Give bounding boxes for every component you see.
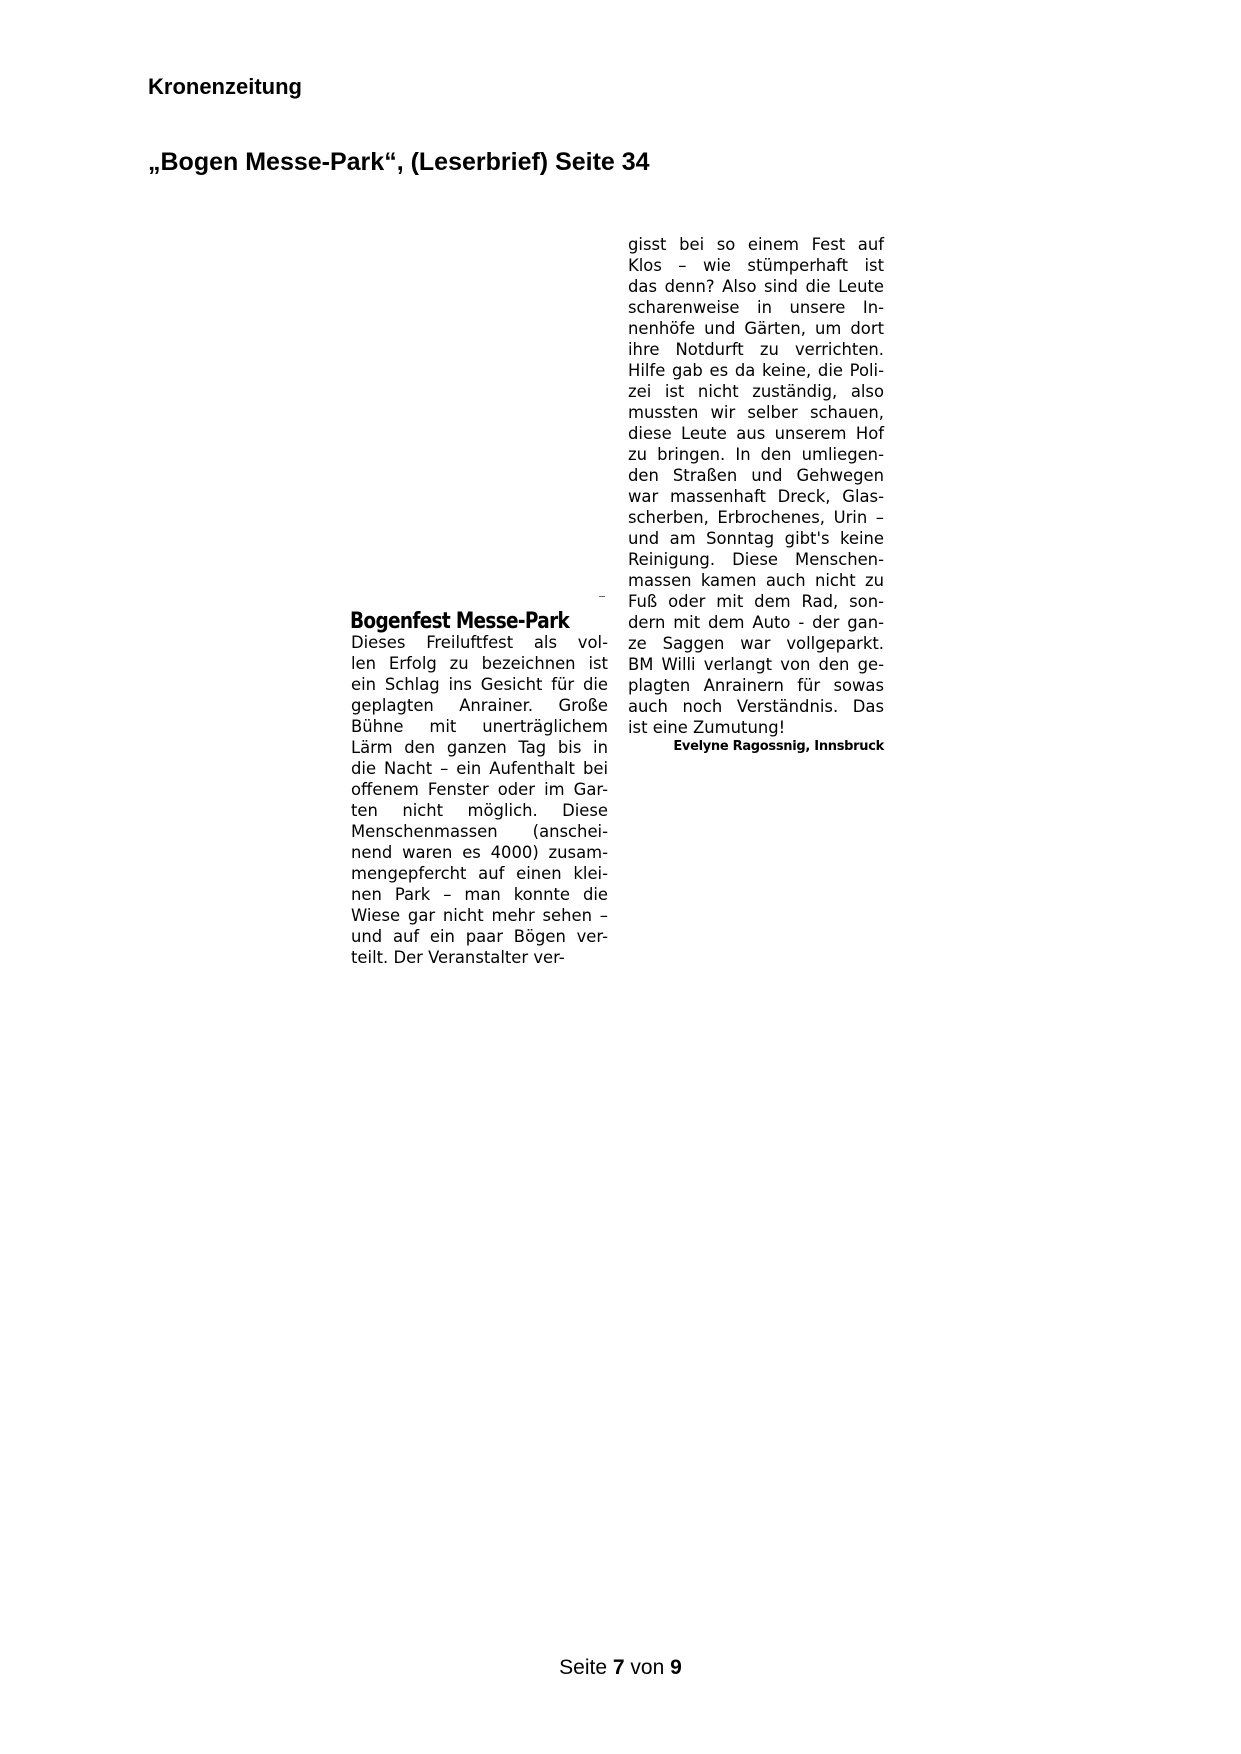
article-line: Lärm den ganzen Tag bis in bbox=[351, 738, 608, 757]
article-line: Wiese gar nicht mehr sehen – bbox=[351, 906, 608, 925]
article-line: BM Willi verlangt von den ge- bbox=[628, 655, 884, 674]
footer-current-page: 7 bbox=[612, 1656, 625, 1679]
article-line: zu bringen. In den umliegen- bbox=[628, 445, 884, 464]
article-line: ist eine Zumutung! bbox=[628, 718, 786, 737]
article-line: ein Schlag ins Gesicht für die bbox=[351, 675, 608, 694]
article-line: diese Leute aus unserem Hof bbox=[628, 424, 884, 443]
article-line: ze Saggen war vollgeparkt. bbox=[628, 634, 884, 653]
article-line: plagten Anrainern für sowas bbox=[628, 676, 884, 695]
article-line: Klos – wie stümperhaft ist bbox=[628, 256, 884, 275]
article-line: und am Sonntag gibt's keine bbox=[628, 529, 884, 548]
article-line: mengepfercht auf einen klei- bbox=[351, 864, 608, 883]
article-line: nenhöfe und Gärten, um dort bbox=[628, 319, 884, 338]
article-line: das denn? Also sind die Leute bbox=[628, 277, 884, 296]
page-footer bbox=[0, 1656, 1241, 1680]
article-line: den Straßen und Gehwegen bbox=[628, 466, 884, 485]
article-line: auch noch Verständnis. Das bbox=[628, 697, 884, 716]
article-headline: Bogenfest Messe-Park bbox=[350, 609, 570, 634]
source-label: Kronenzeitung bbox=[148, 74, 302, 99]
article-line: offenem Fenster oder im Gar- bbox=[351, 780, 608, 799]
document-title: „Bogen Messe-Park“, (Leserbrief) Seite 34 bbox=[148, 148, 650, 176]
footer-prefix: Seite bbox=[559, 1656, 608, 1679]
article-line: geplagten Anrainer. Große bbox=[351, 696, 608, 715]
article-line: gisst bei so einem Fest auf bbox=[628, 235, 884, 254]
article-line: ten nicht möglich. Diese bbox=[351, 801, 608, 820]
article-line: teilt. Der Veranstalter ver- bbox=[351, 948, 565, 967]
article-line: dern mit dem Auto - der gan- bbox=[628, 613, 884, 632]
article-line: zei ist nicht zuständig, also bbox=[628, 382, 884, 401]
article-line: Fuß oder mit dem Rad, son- bbox=[628, 592, 884, 611]
article-line: Reinigung. Diese Menschen- bbox=[628, 550, 884, 569]
article-line: len Erfolg zu bezeichnen ist bbox=[351, 654, 608, 673]
article-line: nen Park – man konnte die bbox=[351, 885, 608, 904]
article-line: Dieses Freiluftfest als vol- bbox=[351, 633, 608, 652]
article-line: scherben, Erbrochenes, Urin – bbox=[628, 508, 884, 527]
article-line: Hilfe gab es da keine, die Poli- bbox=[628, 361, 884, 380]
footer-separator: von bbox=[630, 1656, 665, 1679]
article-line: die Nacht – ein Aufenthalt bei bbox=[351, 759, 608, 778]
article-line: und auf ein paar Bögen ver- bbox=[351, 927, 608, 946]
article-line: Menschenmassen (anschei- bbox=[351, 822, 608, 841]
article-line: massen kamen auch nicht zu bbox=[628, 571, 884, 590]
article-line: war massenhaft Dreck, Glas- bbox=[628, 487, 884, 506]
article-line: scharenweise in unsere In- bbox=[628, 298, 884, 317]
clipping-dash bbox=[599, 596, 605, 597]
footer-total-pages: 9 bbox=[670, 1656, 682, 1679]
article-line: ihre Notdurft zu verrichten. bbox=[628, 340, 884, 359]
article-line: Bühne mit unerträglichem bbox=[351, 717, 608, 736]
article-line: nend waren es 4000) zusam- bbox=[351, 843, 608, 862]
article-line: mussten wir selber schauen, bbox=[628, 403, 884, 422]
article-column-1 bbox=[351, 632, 608, 968]
article-column-2 bbox=[628, 234, 884, 738]
article-signature: Evelyne Ragossnig, Innsbruck bbox=[673, 739, 884, 754]
